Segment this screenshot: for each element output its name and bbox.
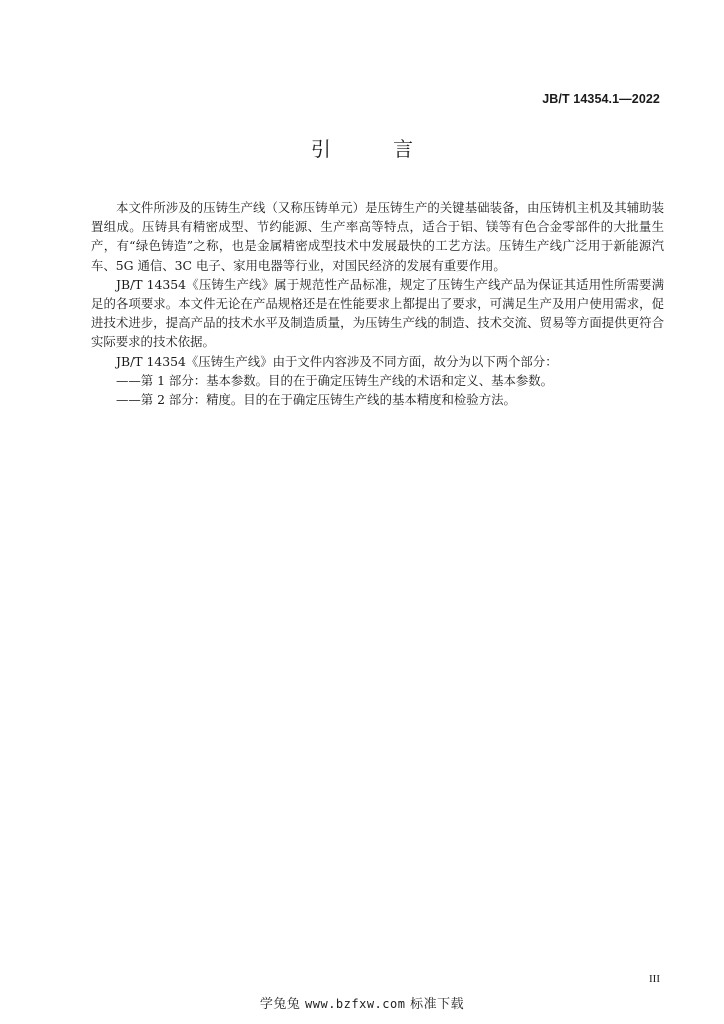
footer-url-link[interactable]: www.bzfxw.com [305,997,406,1011]
document-code: JB/T 14354.1—2022 [542,92,660,106]
watermark-footer [0,993,724,1012]
part-list-item: ——第 2 部分：精度。目的在于确定压铸生产线的基本精度和检验方法。 [116,392,516,408]
part-list-item: ——第 1 部分：基本参数。目的在于确定压铸生产线的术语和定义、基本参数。 [116,372,554,388]
page-number: III [649,973,660,985]
intro-paragraph: JB/T 14354《压铸生产线》由于文件内容涉及不同方面，故分为以下两个部分： [116,353,558,369]
footer-site-name: 学兔兔 [259,997,301,1012]
intro-paragraph: 本文件所涉及的压铸生产线（又称压铸单元）是压铸生产的关键基础装备，由压铸机主机及其辅助装置组成。压铸具有精密成型、节约能源、生产率高等特点，适合于铝、镁等有色合金零部件的大批量生产，有“绿色铸造”之称，也是金属精密成型技术中发展最快的工艺方法。压铸生产线广泛用于新能源汽车、5G 通信、3C 电子、家用电器等行业，对国民经济的发展有重要作用。 [91,200,664,273]
section-title: 引 言 [310,137,442,161]
intro-paragraph: JB/T 14354《压铸生产线》属于规范性产品标准，规定了压铸生产线产品为保证其适用性所需要满足的各项要求。本文件无论在产品规格还是在性能要求上都提出了要求，可满足生产及用户使用需求，促进技术进步，提高产品的技术水平及制造质量，为压铸生产线的制造、技术交流、贸易等方面提供更符合实际要求的技术依据。 [91,276,664,350]
introduction-body [91,198,664,409]
footer-caption: 标准下载 [410,997,465,1012]
